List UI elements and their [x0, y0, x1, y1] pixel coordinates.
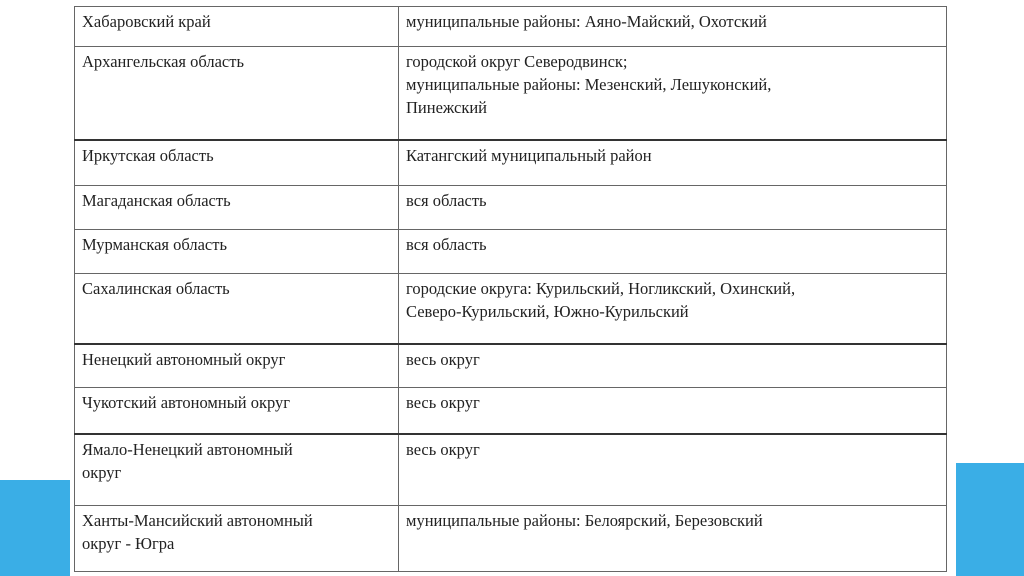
region-cell: Ямало-Ненецкий автономный округ — [75, 434, 399, 506]
region-cell: Ненецкий автономный округ — [75, 344, 399, 388]
area-cell: весь округ — [399, 344, 947, 388]
area-cell: городской округ Северодвинск; муниципальные районы: Мезенский, Лешуконский, Пинежский — [399, 47, 947, 140]
area-cell: муниципальные районы: Белоярский, Березовский — [399, 506, 947, 572]
region-cell: Сахалинская область — [75, 274, 399, 344]
table-row — [75, 7, 947, 47]
slide-panel — [70, 0, 956, 576]
regions-table — [74, 6, 947, 572]
region-cell: Хабаровский край — [75, 7, 399, 47]
table-row — [75, 434, 947, 506]
region-cell: Архангельская область — [75, 47, 399, 140]
region-cell: Иркутская область — [75, 140, 399, 186]
table-row — [75, 230, 947, 274]
region-cell: Чукотский автономный округ — [75, 388, 399, 434]
area-cell: вся область — [399, 230, 947, 274]
accent-bar-left — [0, 480, 70, 576]
area-cell: вся область — [399, 186, 947, 230]
area-cell: весь округ — [399, 388, 947, 434]
area-cell: весь округ — [399, 434, 947, 506]
region-cell: Магаданская область — [75, 186, 399, 230]
table-row — [75, 47, 947, 140]
table-row — [75, 274, 947, 344]
table-row — [75, 388, 947, 434]
table-row — [75, 186, 947, 230]
table-row — [75, 506, 947, 572]
area-cell: муниципальные районы: Аяно-Майский, Охотский — [399, 7, 947, 47]
region-cell: Мурманская область — [75, 230, 399, 274]
accent-bar-right — [956, 463, 1024, 576]
area-cell: Катангский муниципальный район — [399, 140, 947, 186]
region-cell: Ханты-Мансийский автономный округ - Югра — [75, 506, 399, 572]
table-row — [75, 344, 947, 388]
area-cell: городские округа: Курильский, Ногликский, Охинский, Северо-Курильский, Южно-Курильский — [399, 274, 947, 344]
table-row — [75, 140, 947, 186]
